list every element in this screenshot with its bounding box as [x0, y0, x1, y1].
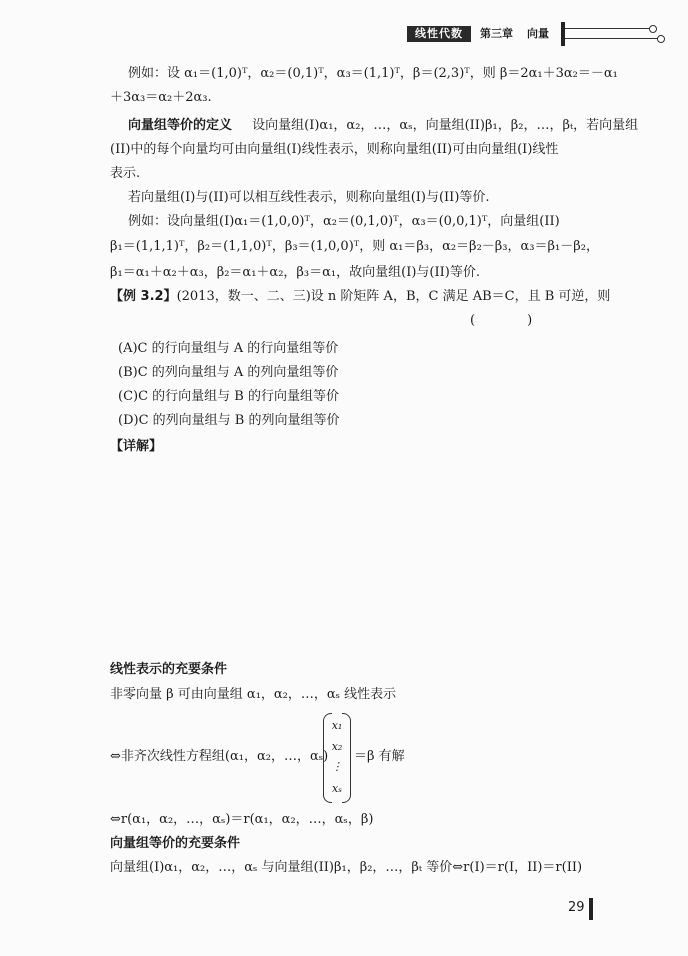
page-number: 29 [568, 900, 585, 915]
summary-title-linear-representation: 线性表示的充要条件 [110, 662, 228, 677]
column-vector [323, 713, 351, 803]
summary-line: 非零向量 β 可由向量组 α₁，α₂，…，αₛ 线性表示 [110, 687, 397, 702]
summary-line-equation-suffix: ＝β 有解 [354, 749, 405, 764]
header-line-ornament [565, 38, 659, 39]
example-text: (2013，数一、二、三)设 n 阶矩阵 A，B，C 满足 AB＝C，且 B 可逆，则 [176, 289, 611, 304]
definition-text: 设向量组(I)α₁，α₂，…，αₛ，向量组(II)β₁，β₂，…，βₜ，若向量组 [252, 118, 639, 133]
topic-label: 向量 [527, 27, 549, 40]
example-heading [110, 288, 610, 306]
option-c: (C)C 的行向量组与 B 的行向量组等价 [118, 389, 339, 404]
body-line: ＋3α₃＝α₂＋2α₃. [110, 90, 212, 105]
summary-line: 向量组(I)α₁，α₂，…，αₛ 与向量组(II)β₁，β₂，…，βₜ 等价⇔r(I)＝r(I，II)＝r(II) [110, 860, 583, 875]
body-line: 若向量组(I)与(II)可以相互线性表示，则称向量组(I)与(II)等价. [128, 190, 490, 205]
body-line: 例如：设向量组(I)α₁＝(1,0,0)ᵀ，α₂＝(0,1,0)ᵀ，α₃＝(0,0,1)ᵀ，向量组(II) [128, 214, 560, 229]
body-line: 表示. [110, 166, 141, 181]
page-number-bar [589, 898, 593, 920]
solution-label: 【详解】 [110, 439, 163, 454]
chapter-label: 第三章 [480, 27, 513, 40]
vector-entry: x₁ [331, 719, 343, 732]
header-bar-ornament [561, 22, 565, 46]
header-dot-ornament [657, 35, 665, 43]
running-header [0, 22, 688, 46]
summary-line-equation: ⇔非齐次线性方程组(α₁，α₂，…，αₛ) [110, 749, 329, 764]
book-title-badge: 线性代数 [407, 26, 471, 42]
vector-entry: x₂ [331, 740, 343, 753]
header-line-ornament [565, 28, 651, 29]
summary-title-equivalence: 向量组等价的充要条件 [110, 836, 241, 851]
body-line: β₁＝α₁＋α₂＋α₃，β₂＝α₁＋α₂，β₃＝α₁，故向量组(I)与(II)等价. [110, 265, 480, 280]
definition-title: 向量组等价的定义 [128, 118, 233, 133]
vector-entry: ⋮ [331, 760, 343, 773]
header-dot-ornament [649, 25, 657, 33]
definition-paragraph [128, 117, 638, 135]
body-line: 例如：设 α₁＝(1,0)ᵀ，α₂＝(0,1)ᵀ，α₃＝(1,1)ᵀ，β＝(2,3)ᵀ，则 β＝2α₁＋3α₂＝－α₁ [128, 66, 618, 81]
example-tag: 【例 3.2】 [110, 289, 177, 304]
answer-blank: ( ) [470, 313, 533, 328]
body-line: β₁＝(1,1,1)ᵀ，β₂＝(1,1,0)ᵀ，β₃＝(1,0,0)ᵀ，则 α₁＝β₃，α₂＝β₂－β₃，α₃＝β₁－β₂， [110, 239, 599, 254]
option-d: (D)C 的列向量组与 B 的列向量组等价 [118, 413, 340, 428]
option-a: (A)C 的行向量组与 A 的行向量组等价 [118, 341, 339, 356]
body-line: (II)中的每个向量均可由向量组(I)线性表示，则称向量组(II)可由向量组(I)线性 [110, 142, 559, 157]
vector-entry: xₛ [332, 782, 342, 795]
summary-line: ⇔r(α₁，α₂，…，αₛ)＝r(α₁，α₂，…，αₛ，β) [110, 812, 374, 827]
option-b: (B)C 的列向量组与 A 的列向量组等价 [118, 365, 339, 380]
